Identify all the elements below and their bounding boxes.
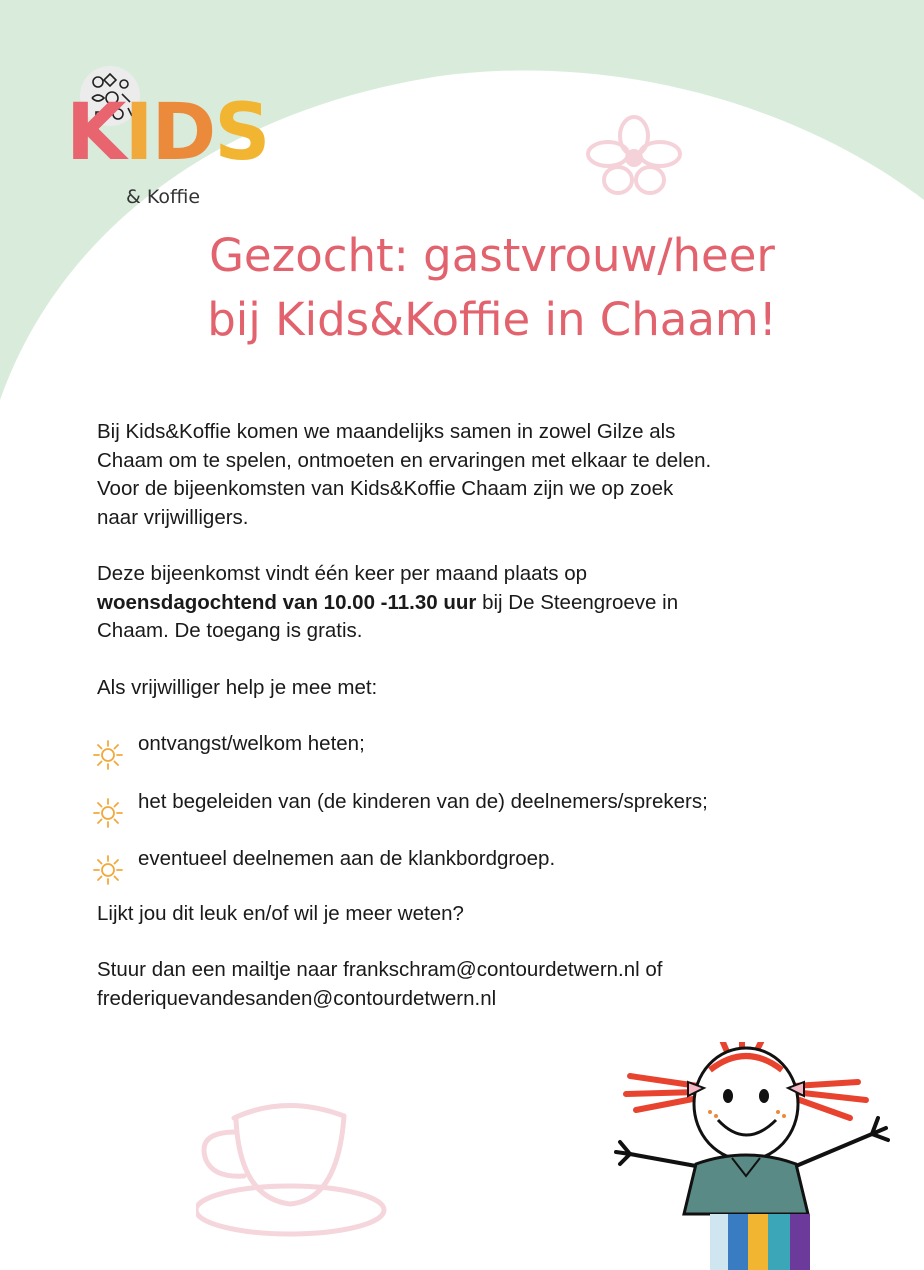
list-item (97, 845, 857, 874)
schedule-line-3: Chaam. De toegang is gratis. (97, 619, 363, 642)
intro-line-2: Chaam om te spelen, ontmoeten en ervaringen met elkaar te delen. (97, 448, 712, 472)
logo-letter-i: I (124, 88, 152, 178)
schedule-time: woensdagochtend van 10.00 -11.30 uur (97, 590, 477, 614)
contact-line-1: Stuur dan een mailtje naar frankschram@contourdetwern.nl of (97, 958, 663, 981)
list-item (97, 730, 857, 759)
title-line-2: bij Kids&Koffie in Chaam! (207, 293, 777, 346)
page-title (120, 224, 864, 352)
question-text: Lijkt jou dit leuk en/of wil je meer weten? (97, 901, 464, 925)
schedule-location: bij De Steengroeve in (476, 590, 679, 614)
intro-line-1: Bij Kids&Koffie komen we maandelijks samen in zowel Gilze als (97, 420, 676, 443)
kid-illustration (610, 1042, 900, 1270)
intro-paragraph (97, 418, 857, 532)
contact-paragraph (97, 956, 857, 1013)
logo-letter-d: D (151, 88, 215, 178)
logo-letter-k: K (66, 88, 125, 178)
logo-wordmark (66, 88, 269, 178)
intro-line-4: naar vrijwilligers. (97, 505, 249, 529)
tasks-intro: Als vrijwilliger help je mee met: (97, 675, 378, 699)
title-line-1: Gezocht: gastvrouw/heer (209, 229, 775, 282)
schedule-paragraph (97, 560, 857, 646)
logo-subtitle: & Koffie (126, 186, 201, 208)
body-text (97, 418, 857, 1013)
list-item (97, 788, 857, 817)
logo-letter-s: S (214, 88, 269, 178)
coffee-cup-icon (196, 1098, 392, 1238)
logo (62, 64, 269, 214)
sun-icon (91, 738, 125, 772)
sun-icon (91, 796, 125, 830)
task-text: ontvangst/welkom heten; (138, 732, 365, 755)
schedule-line-1: Deze bijeenkomst vindt één keer per maand plaats op (97, 562, 588, 585)
intro-line-3: Voor de bijeenkomsten van Kids&Koffie Chaam zijn we op zoek (97, 477, 674, 500)
flower-icon (584, 114, 684, 198)
sun-icon (91, 853, 125, 887)
contact-line-2: frederiquevandesanden@contourdetwern.nl (97, 986, 497, 1010)
tasks-list (97, 730, 857, 874)
task-text: het begeleiden van (de kinderen van de) deelnemers/sprekers; (138, 789, 708, 813)
task-text: eventueel deelnemen aan de klankbordgroep. (138, 847, 556, 870)
